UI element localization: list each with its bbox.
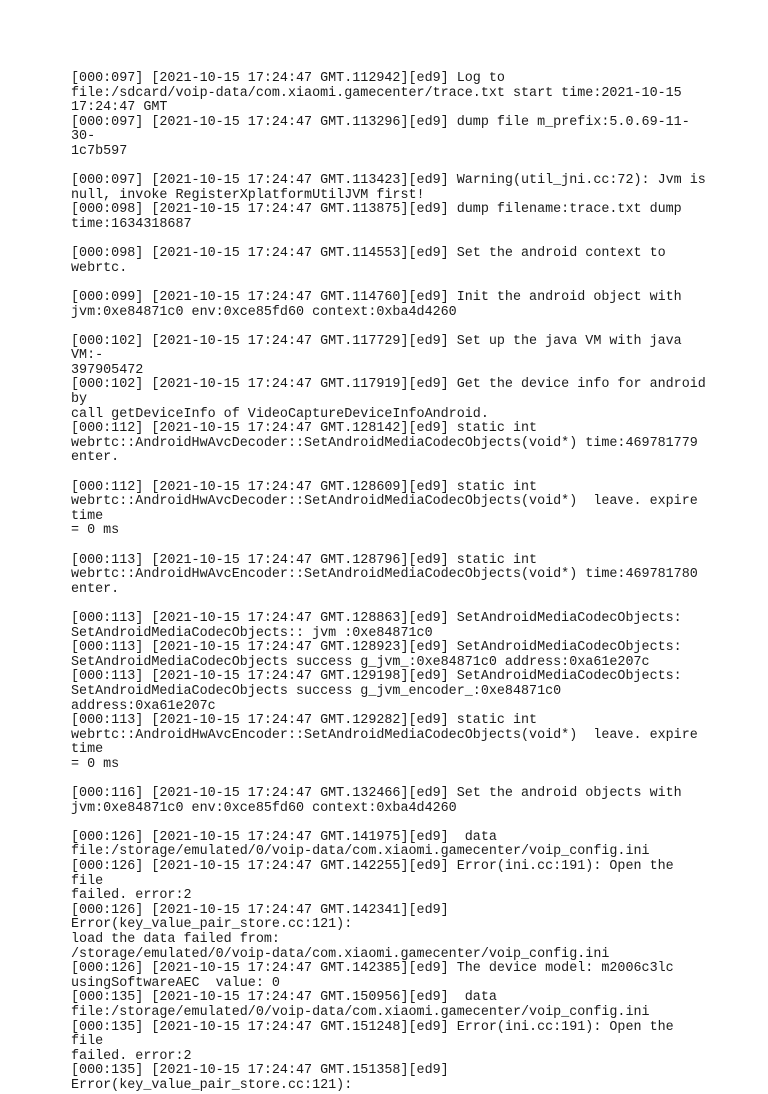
log-entry: [000:102] [2021-10-15 17:24:47 GMT.117919][ed9] Get the device info for android by call getDeviceInfo of VideoCaptureDeviceInfoAndroid. (71, 377, 706, 422)
log-entry: [000:112] [2021-10-15 17:24:47 GMT.128142][ed9] static int webrtc::AndroidHwAvcDecoder::SetAndroidMediaCodecObjects(void*) time:469781779 enter. (71, 421, 698, 466)
log-entry: [000:135] [2021-10-15 17:24:47 GMT.151358][ed9] Error(key_value_pair_store.cc:121): (71, 1063, 457, 1093)
log-entry: [000:113] [2021-10-15 17:24:47 GMT.128863][ed9] SetAndroidMediaCodecObjects: SetAndroidMediaCodecObjects:: jvm :0xe84871c0 (71, 610, 682, 641)
log-entry: [000:126] [2021-10-15 17:24:47 GMT.141975][ed9] data file:/storage/emulated/0/voip-data/com.xiaomi.gamecenter/voip_config.ini (71, 829, 650, 860)
log-entry: [000:102] [2021-10-15 17:24:47 GMT.117729][ed9] Set up the java VM with java VM:- 397905472 (71, 333, 682, 378)
log-entry: [000:097] [2021-10-15 17:24:47 GMT.112942][ed9] Log to file:/sdcard/voip-data/com.xiaomi.gamecenter/trace.txt start time:2021-10-15 17:24:47 GMT (71, 71, 682, 116)
log-entry: [000:113] [2021-10-15 17:24:47 GMT.129198][ed9] SetAndroidMediaCodecObjects: SetAndroidMediaCodecObjects success g_jvm_encoder_:0xe84871c0 address:0xa61e207c (71, 669, 682, 714)
log-entry: [000:113] [2021-10-15 17:24:47 GMT.129282][ed9] static int webrtc::AndroidHwAvcEncoder::SetAndroidMediaCodecObjects(void*) leave. expire time = 0 ms (71, 713, 698, 772)
log-entry: [000:113] [2021-10-15 17:24:47 GMT.128923][ed9] SetAndroidMediaCodecObjects: SetAndroidMediaCodecObjects success g_jvm_:0xe84871c0 address:0xa61e207c (71, 640, 682, 670)
log-entry: [000:098] [2021-10-15 17:24:47 GMT.114553][ed9] Set the android context to webrtc. (71, 246, 674, 276)
log-entry: [000:099] [2021-10-15 17:24:47 GMT.114760][ed9] Init the android object with jvm:0xe84871c0 env:0xce85fd60 context:0xba4d4260 (71, 289, 682, 320)
log-entry: [000:113] [2021-10-15 17:24:47 GMT.128796][ed9] static int webrtc::AndroidHwAvcEncoder::SetAndroidMediaCodecObjects(void*) time:469781780 enter. (71, 552, 698, 597)
log-entry: [000:126] [2021-10-15 17:24:47 GMT.142385][ed9] The device model: m2006c3lc usingSoftwareAEC value: 0 (71, 961, 674, 991)
log-entry: [000:126] [2021-10-15 17:24:47 GMT.142255][ed9] Error(ini.cc:191): Open the file failed. error:2 (71, 859, 674, 904)
log-document (71, 72, 711, 1094)
log-entry: [000:135] [2021-10-15 17:24:47 GMT.151248][ed9] Error(ini.cc:191): Open the file failed. error:2 (71, 1019, 674, 1064)
log-entry: [000:098] [2021-10-15 17:24:47 GMT.113875][ed9] dump filename:trace.txt dump time:1634318687 (71, 202, 682, 232)
log-entry: [000:126] [2021-10-15 17:24:47 GMT.142341][ed9] Error(key_value_pair_store.cc:121): load the data failed from: /storage/emulated/0/voip-data/com.xiaomi.gamecenter/voip_config.ini (71, 902, 610, 962)
log-entry: [000:097] [2021-10-15 17:24:47 GMT.113296][ed9] dump file m_prefix:5.0.69-11-30- 1c7b597 (71, 114, 690, 159)
log-entry: [000:112] [2021-10-15 17:24:47 GMT.128609][ed9] static int webrtc::AndroidHwAvcDecoder::SetAndroidMediaCodecObjects(void*) leave. expire time = 0 ms (71, 479, 698, 539)
log-entry: [000:135] [2021-10-15 17:24:47 GMT.150956][ed9] data file:/storage/emulated/0/voip-data/com.xiaomi.gamecenter/voip_config.ini (71, 990, 650, 1020)
log-entry: [000:097] [2021-10-15 17:24:47 GMT.113423][ed9] Warning(util_jni.cc:72): Jvm is null, invoke RegisterXplatformUtilJVM first! (71, 173, 706, 203)
log-entry: [000:116] [2021-10-15 17:24:47 GMT.132466][ed9] Set the android objects with jvm:0xe84871c0 env:0xce85fd60 context:0xba4d4260 (71, 786, 682, 816)
